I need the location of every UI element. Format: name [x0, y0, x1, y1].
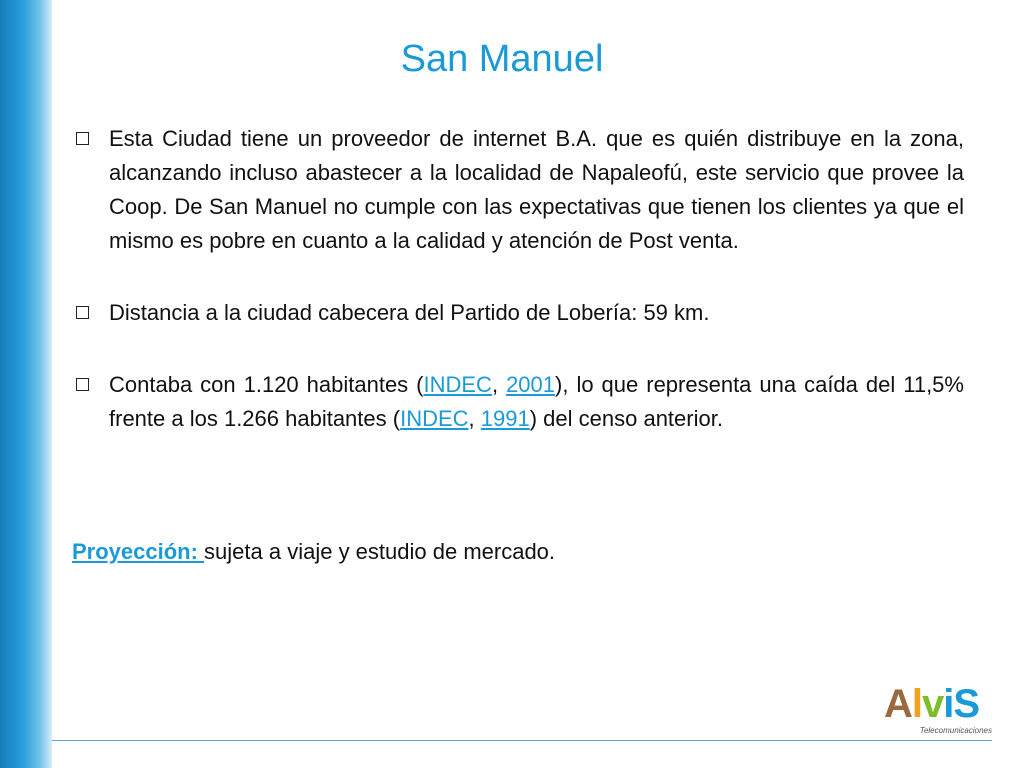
- bullet-text: Esta Ciudad tiene un proveedor de internet B.A. que es quién distribuye en la zona, alcanzando incluso abastecer a la localidad de Napaleofú, este servicio que provee la Coop. De San Manuel no cumple con las expectativas que tienen los clientes ya que el mismo es pobre en cuanto a la calidad y atención de Post venta.: [109, 126, 964, 253]
- left-decorative-bar: [0, 0, 52, 768]
- year-2001-link[interactable]: 2001: [506, 372, 556, 397]
- indec-link[interactable]: INDEC: [423, 372, 492, 397]
- bullet-item-population: [72, 368, 964, 436]
- projection-line: [72, 535, 555, 569]
- alvis-logo: [884, 684, 992, 736]
- indec-link[interactable]: INDEC: [400, 406, 469, 431]
- separator: ,: [468, 406, 481, 431]
- footer-divider: [52, 740, 992, 741]
- bullet-text-part: ) del censo anterior.: [529, 406, 723, 431]
- logo-letter: S: [953, 682, 980, 726]
- bullet-text-part: ), lo que representa una caída del 11,5% frente a los 1.266 habitantes (: [109, 372, 964, 431]
- checkbox-bullet-icon: [76, 378, 89, 391]
- logo-subtitle: Telecomunicaciones: [919, 726, 992, 735]
- slide-content: [72, 122, 964, 436]
- bullet-text-part: Contaba con 1.120 habitantes (: [109, 372, 424, 397]
- bullet-item-distance: [72, 296, 964, 330]
- logo-wordmark: [884, 684, 992, 724]
- year-1991-link[interactable]: 1991: [480, 406, 530, 431]
- bullet-text: Distancia a la ciudad cabecera del Partido de Lobería: 59 km.: [109, 300, 710, 325]
- checkbox-bullet-icon: [76, 132, 89, 145]
- logo-letter: l: [911, 682, 923, 726]
- slide-title: San Manuel: [400, 38, 604, 80]
- projection-label[interactable]: Proyección:: [72, 539, 205, 564]
- projection-text: sujeta a viaje y estudio de mercado.: [204, 539, 556, 564]
- logo-letter: v: [922, 682, 944, 726]
- logo-letter: i: [943, 682, 954, 726]
- checkbox-bullet-icon: [76, 306, 89, 319]
- logo-letter: A: [884, 682, 912, 726]
- separator: ,: [491, 372, 507, 397]
- bullet-item-provider: [72, 122, 964, 258]
